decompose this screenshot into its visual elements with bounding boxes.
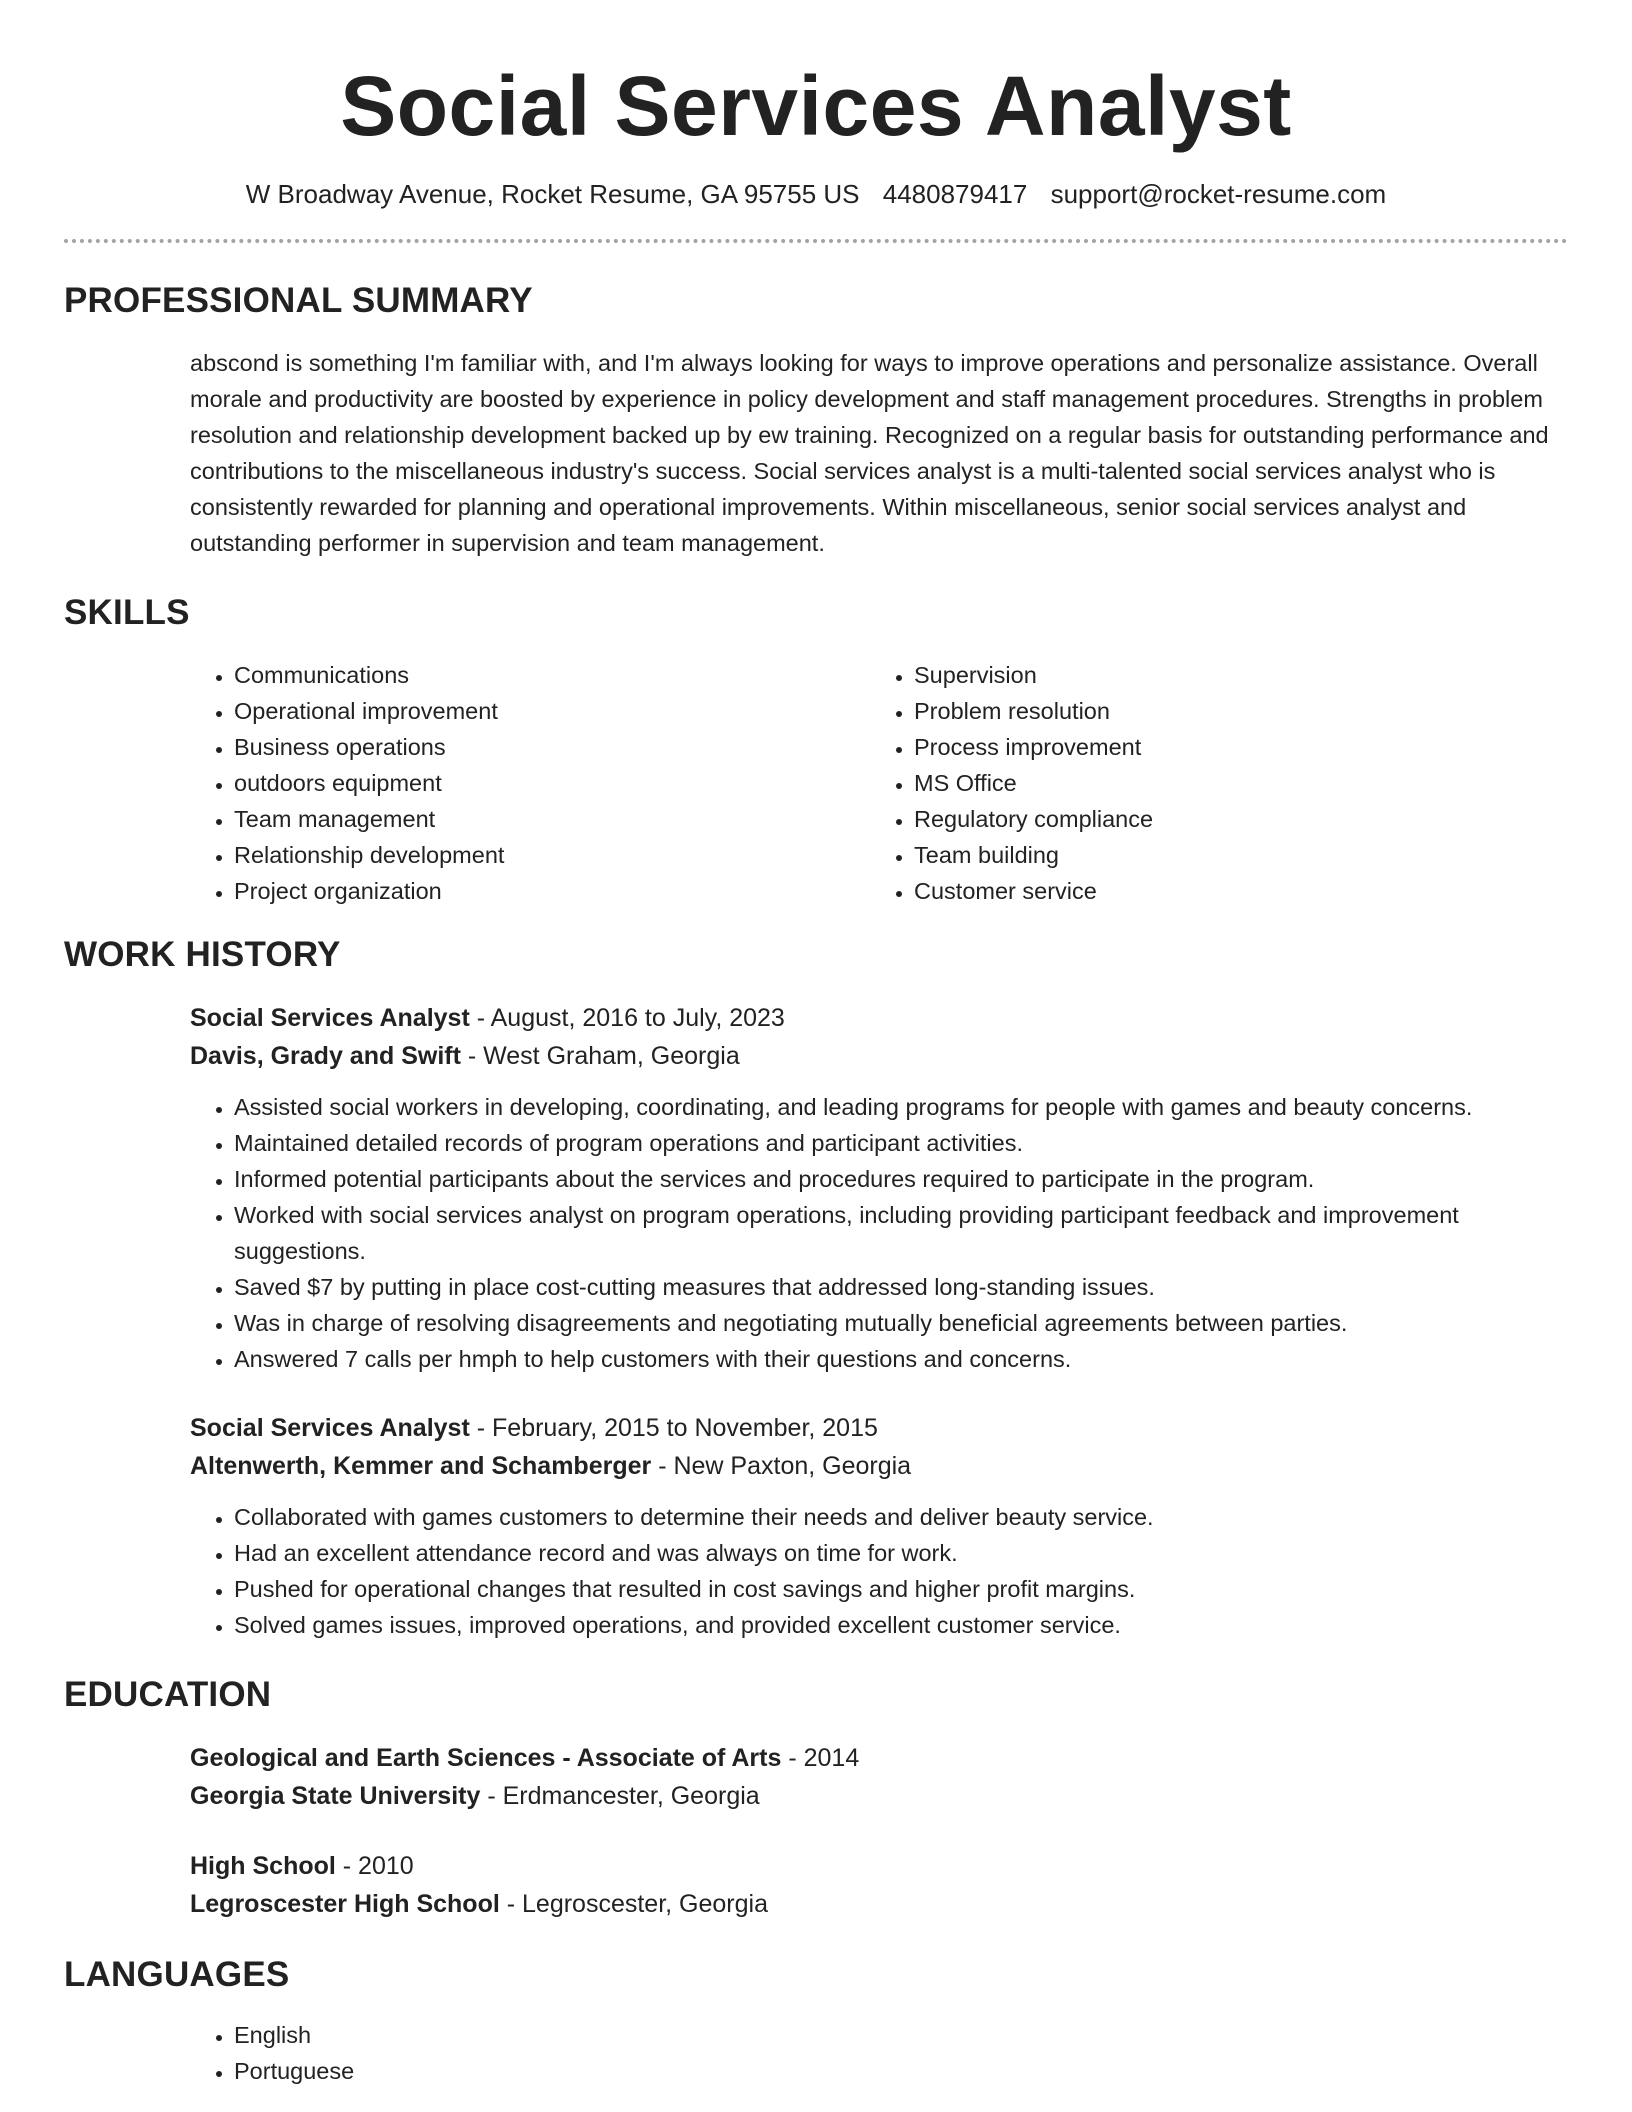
education-section (64, 1673, 1568, 1923)
language-item: • English (234, 2017, 1568, 2053)
skill-item: • Business operations (234, 729, 870, 765)
skills-title: SKILLS (64, 593, 190, 632)
education-location: - Legroscester, Georgia (499, 1890, 768, 1918)
summary-body (64, 345, 1568, 561)
job-title-line (190, 1409, 1568, 1447)
job-title-line (190, 999, 1568, 1037)
job-company: Davis, Grady and Swift (190, 1042, 461, 1070)
duty-item: • Answered 7 calls per hmph to help customers with their questions and concerns. (234, 1341, 1568, 1377)
job-company-line (190, 1447, 1568, 1485)
skills-grid (64, 657, 1568, 909)
skills-list-right (870, 657, 1550, 909)
education-degree-line (190, 1739, 1568, 1777)
summary-section (64, 279, 1568, 561)
duty-item: • Collaborated with games customers to determine their needs and deliver beauty service. (234, 1499, 1568, 1535)
job-duties (190, 1089, 1568, 1377)
contact-email: support@rocket-resume.com (1050, 179, 1387, 209)
education-year: - 2010 (335, 1852, 414, 1880)
skill-item: • Relationship development (234, 837, 870, 873)
job-company-line (190, 1037, 1568, 1075)
language-item: • Portuguese (234, 2053, 1568, 2089)
skills-column-right (870, 657, 1550, 909)
work-history-section (64, 933, 1568, 1643)
duty-item: • Worked with social services analyst on program operations, including providing participant feedback and improvement suggestions. (234, 1197, 1568, 1269)
education-school-line (190, 1777, 1568, 1815)
duty-item: • Maintained detailed records of program operations and participant activities. (234, 1125, 1568, 1161)
education-school: Legroscester High School (190, 1890, 500, 1918)
skill-item: • Team building (914, 837, 1550, 873)
languages-section (64, 1953, 1568, 2089)
skills-list-left (190, 657, 870, 909)
summary-text: abscond is something I'm familiar with, and I'm always looking for ways to improve operations and personalize assistance. Overall morale and productivity are boosted by experience in policy development and staff management procedures. Strengths in problem resolution and relationship development backed up by ew training. Recognized on a regular basis for outstanding performance and contributions to the miscellaneous industry's success. Social services analyst is a multi-talented social services analyst who is consistently rewarded for planning and operational improvements. Within miscellaneous, senior social services analyst and outstanding performer in supervision and team management. (190, 350, 1549, 556)
contact-line (64, 176, 1568, 212)
job-dates: - February, 2015 to November, 2015 (469, 1414, 878, 1442)
education-degree: High School (190, 1852, 336, 1880)
skill-item: • outdoors equipment (234, 765, 870, 801)
summary-title: PROFESSIONAL SUMMARY (64, 281, 533, 320)
job-location: - New Paxton, Georgia (651, 1452, 912, 1480)
job-entry (190, 1409, 1568, 1643)
job-company: Altenwerth, Kemmer and Schamberger (190, 1452, 652, 1480)
contact-address: W Broadway Avenue, Rocket Resume, GA 95755 US (245, 179, 860, 209)
skill-item: • MS Office (914, 765, 1550, 801)
education-title: EDUCATION (64, 1675, 272, 1714)
candidate-name: Social Services Analyst (340, 59, 1292, 153)
languages-body (64, 2017, 1568, 2089)
skill-item: • Team management (234, 801, 870, 837)
job-duties (190, 1499, 1568, 1643)
education-entry (190, 1847, 1568, 1923)
job-role: Social Services Analyst (190, 1004, 470, 1032)
duty-item: • Had an excellent attendance record and was always on time for work. (234, 1535, 1568, 1571)
skill-item: • Regulatory compliance (914, 801, 1550, 837)
skills-column-left (190, 657, 870, 909)
languages-title: LANGUAGES (64, 1955, 290, 1994)
duty-item: • Solved games issues, improved operations, and provided excellent customer service. (234, 1607, 1568, 1643)
skill-item: • Operational improvement (234, 693, 870, 729)
education-entry (190, 1739, 1568, 1815)
skill-item: • Communications (234, 657, 870, 693)
education-degree-line (190, 1847, 1568, 1885)
skill-item: • Supervision (914, 657, 1550, 693)
languages-list (190, 2017, 1568, 2089)
education-body (64, 1739, 1568, 1923)
work-history-body (64, 999, 1568, 1643)
education-school: Georgia State University (190, 1782, 481, 1810)
duty-item: • Was in charge of resolving disagreements and negotiating mutually beneficial agreements between parties. (234, 1305, 1568, 1341)
skills-section (64, 591, 1568, 909)
skill-item: • Project organization (234, 873, 870, 909)
skill-item: • Problem resolution (914, 693, 1550, 729)
skill-item: • Customer service (914, 873, 1550, 909)
job-location: - West Graham, Georgia (460, 1042, 740, 1070)
education-year: - 2014 (781, 1744, 860, 1772)
job-role: Social Services Analyst (190, 1414, 470, 1442)
job-dates: - August, 2016 to July, 2023 (469, 1004, 785, 1032)
duty-item: • Informed potential participants about the services and procedures required to participate in the program. (234, 1161, 1568, 1197)
education-degree: Geological and Earth Sciences - Associate of Arts (190, 1744, 782, 1772)
duty-item: • Assisted social workers in developing, coordinating, and leading programs for people with games and beauty concerns. (234, 1089, 1568, 1125)
duty-item: • Pushed for operational changes that resulted in cost savings and higher profit margins. (234, 1571, 1568, 1607)
header-divider (64, 239, 1568, 243)
duty-item: • Saved $7 by putting in place cost-cutting measures that addressed long-standing issues. (234, 1269, 1568, 1305)
contact-phone: 4480879417 (882, 179, 1028, 209)
education-school-line (190, 1885, 1568, 1923)
job-entry (190, 999, 1568, 1377)
work-history-title: WORK HISTORY (64, 935, 341, 974)
education-location: - Erdmancester, Georgia (480, 1782, 760, 1810)
skill-item: • Process improvement (914, 729, 1550, 765)
